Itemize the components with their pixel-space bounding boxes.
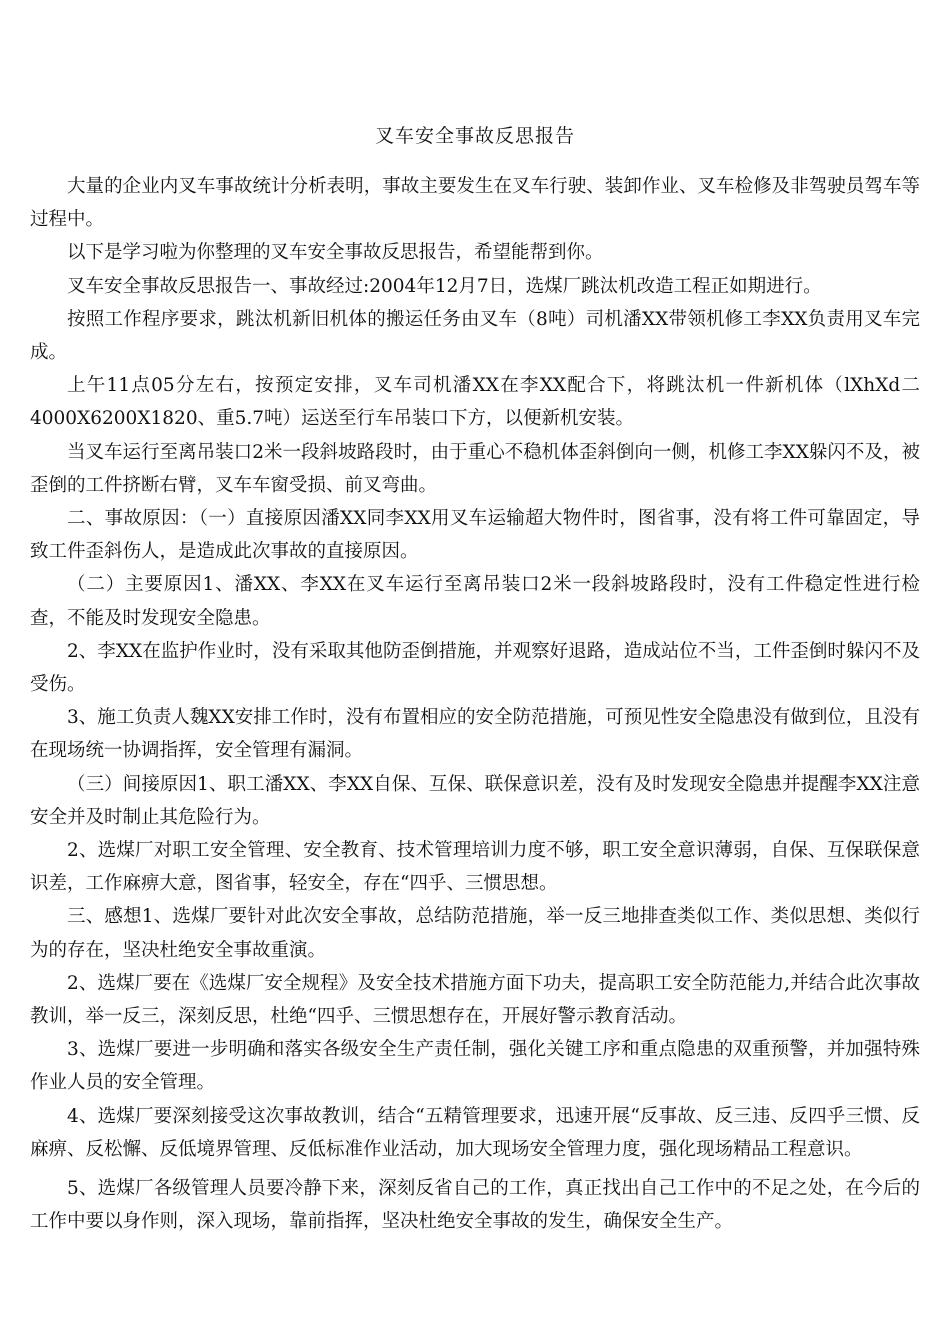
paragraph-task-assignment: 按照工作程序要求，跳汰机新旧机体的搬运任务由叉车（8吨）司机潘XX带领机修工李XX负责用叉车完成。	[30, 308, 920, 364]
paragraph-reflection-1: 三、感想1、选煤厂要针对此次安全事故，总结防范措施，举一反三地排查类似工作、类似思想、类似行为的存在，坚决杜绝安全事故重演。	[30, 906, 920, 961]
paragraph-main-cause-1: （二）主要原因1、潘XX、李XX在叉车运行至离吊装口2米一段斜坡路段时，没有工件稳定性进行检查，不能及时发现安全隐患。	[30, 574, 920, 629]
document-title: 叉车安全事故反思报告	[374, 125, 575, 147]
paragraph-main-cause-2: 2、李XX在监护作业时，没有采取其他防歪倒措施，并观察好退路，造成站位不当，工件歪倒时躲闪不及受伤。	[30, 640, 920, 696]
paragraph-incident: 当叉车运行至离吊装口2米一段斜坡路段时，由于重心不稳机体歪斜倒向一侧，机修工李XX躲闪不及，被歪倒的工件挤断右臂，叉车车窗受损、前叉弯曲。	[30, 441, 920, 496]
paragraph-reflection-5: 5、选煤厂各级管理人员要冷静下来，深刻反省自己的工作，真正找出自己工作中的不足之处，在今后的工作中要以身作则，深入现场，靠前指挥，坚决杜绝安全事故的发生，确保安全生产。	[30, 1178, 920, 1233]
paragraph-intro: 大量的企业内叉车事故统计分析表明，事故主要发生在叉车行驶、装卸作业、叉车检修及非驾驶员驾车等过程中。	[30, 176, 920, 231]
paragraph-lead-in: 以下是学习啦为你整理的叉车安全事故反思报告，希望能帮到你。	[67, 242, 604, 264]
paragraph-indirect-cause-1: （三）间接原因1、职工潘XX、李XX自保、互保、联保意识差，没有及时发现安全隐患并提醒李XX注意安全并及时制止其危险行为。	[30, 773, 920, 828]
paragraph-reflection-4: 4、选煤厂要深刻接受这次事故教训，结合“五精管理要求，迅速开展“反事故、反三违、反四乎三惯、反麻痹、反松懈、反低境界管理、反低标准作业活动，加大现场安全管理力度，强化现场精品工程意识。	[30, 1105, 920, 1160]
paragraph-reflection-2: 2、选煤厂要在《选煤厂安全规程》及安全技术措施方面下功夫，提高职工安全防范能力,并结合此次事故教训，举一反三，深刻反思，杜绝“四乎、三惯思想存在，开展好警示教育活动。	[30, 972, 920, 1028]
paragraph-main-cause-3: 3、施工负责人魏XX安排工作时，没有布置相应的安全防范措施，可预见性安全隐患没有做到位，且没有在现场统一协调指挥，安全管理有漏洞。	[30, 707, 920, 762]
paragraph-accident-date: 叉车安全事故反思报告一、事故经过:2004年12月7日，选煤厂跳汰机改造工程正如期进行。	[67, 275, 822, 297]
paragraph-indirect-cause-2: 2、选煤厂对职工安全管理、安全教育、技术管理培训力度不够，职工安全意识薄弱，自保、互保联保意识差，工作麻痹大意，图省事，轻安全，存在“四乎、三惯思想。	[30, 840, 920, 895]
paragraph-direct-cause: 二、事故原因：（一）直接原因潘XX同李XX用叉车运输超大物件时，图省事，没有将工件可靠固定，导致工件歪斜伤人，是造成此次事故的直接原因。	[30, 508, 920, 563]
document-body	[30, 170, 920, 1239]
paragraph-reflection-3: 3、选煤厂要进一步明确和落实各级安全生产责任制，强化关键工序和重点隐患的双重预警，并加强特殊作业人员的安全管理。	[30, 1039, 920, 1094]
paragraph-transport: 上午11点05分左右，按预定安排，叉车司机潘XX在李XX配合下，将跳汰机一件新机体（lXhXd二4000X6200X1820、重5.7吨）运送至行车吊装口下方，以便新机安装。	[30, 375, 920, 430]
